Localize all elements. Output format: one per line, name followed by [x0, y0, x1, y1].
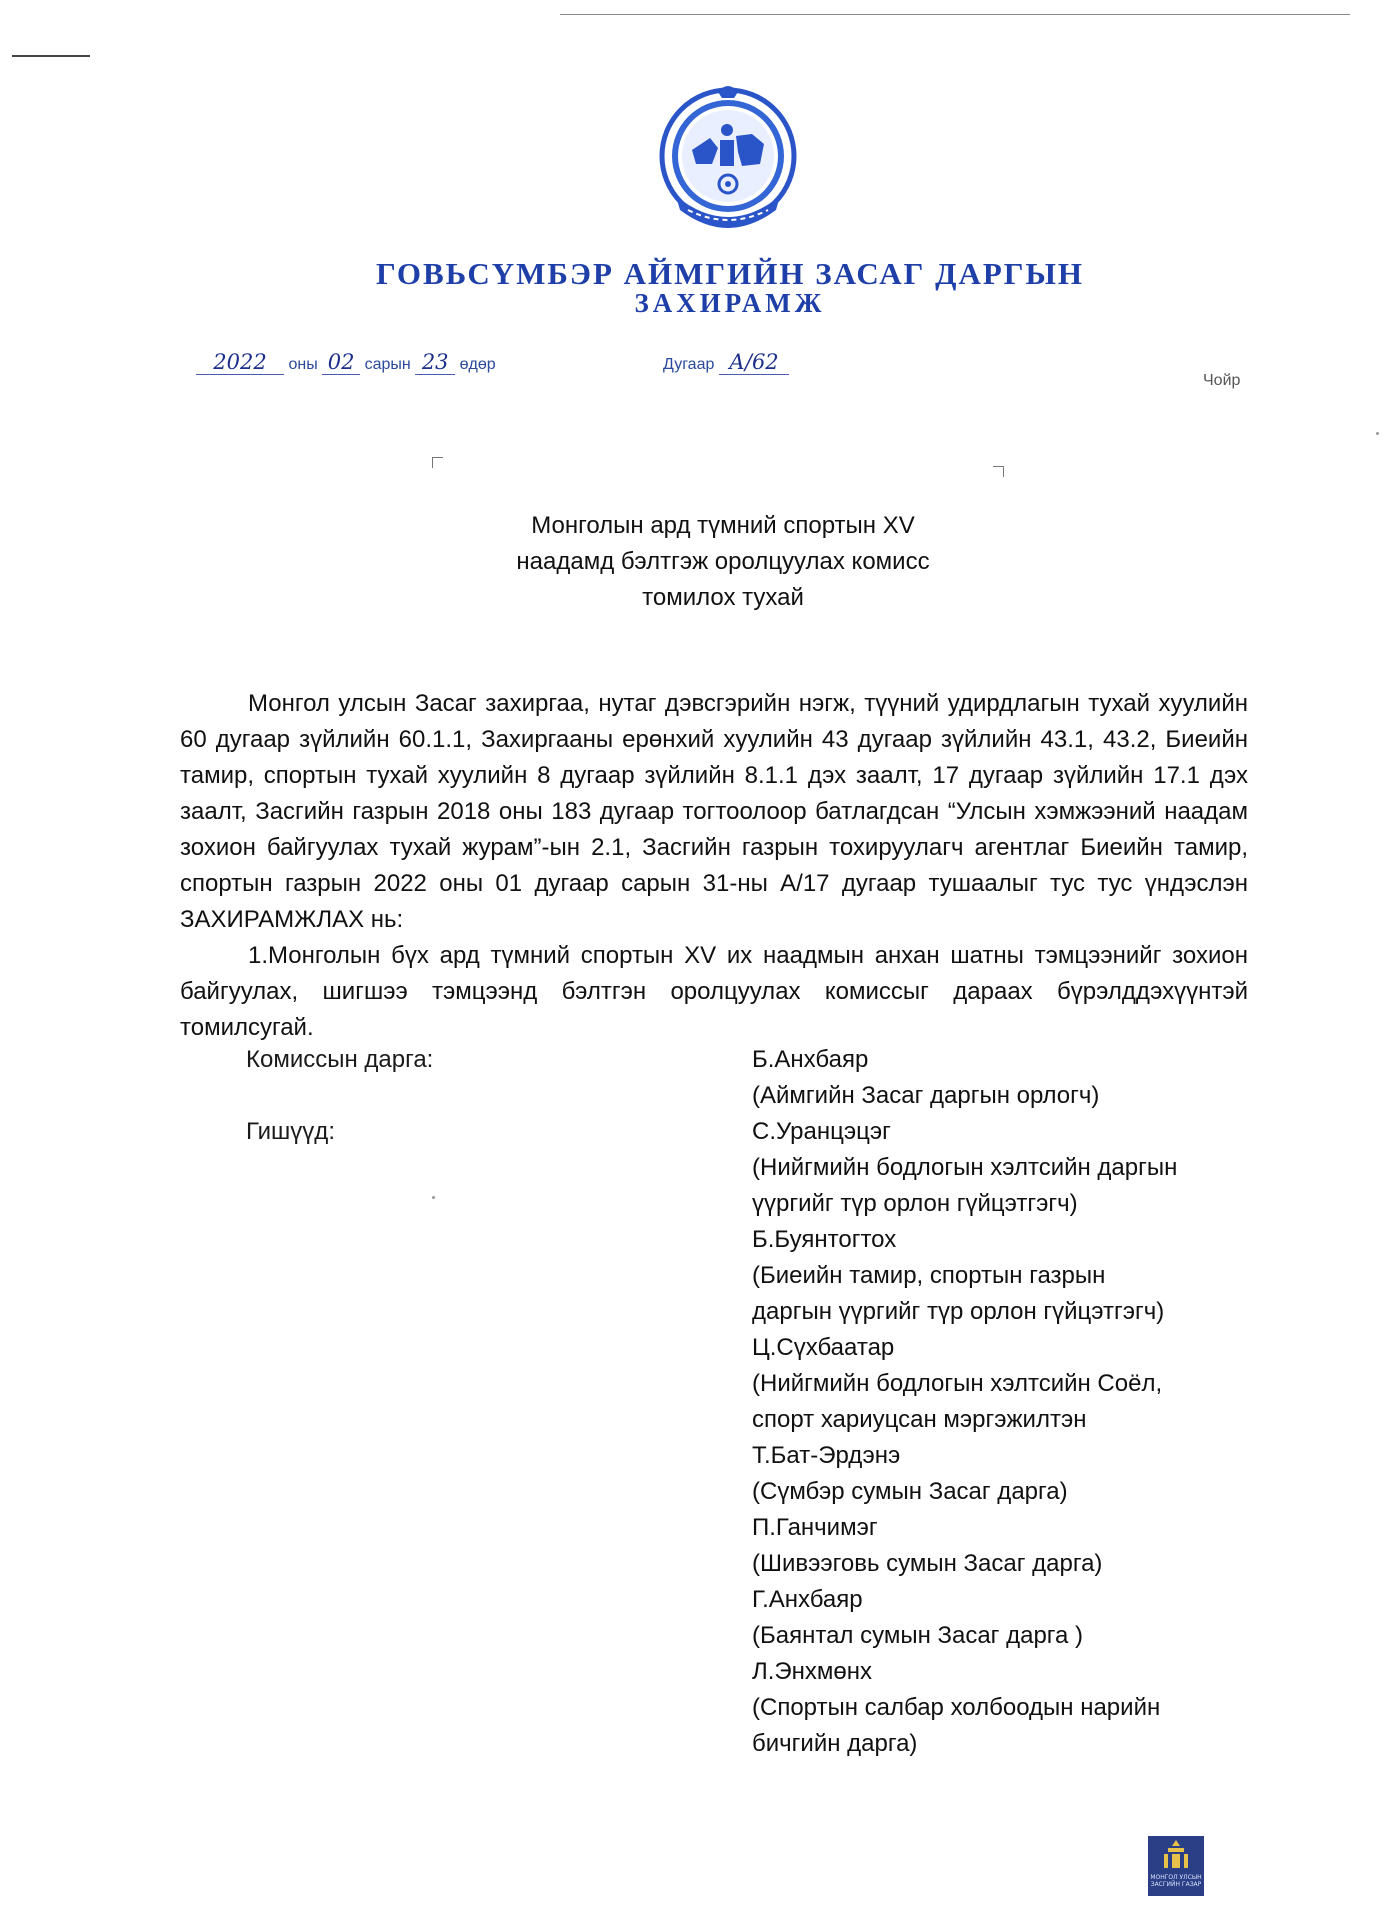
member-line: (Шивээговь сумын Засаг дарга) — [752, 1550, 1103, 1577]
member-line: бичгийн дарга) — [752, 1730, 918, 1757]
member-line: Б.Анхбаяр — [752, 1046, 869, 1073]
number-value: А/62 — [719, 350, 789, 375]
document-number — [663, 350, 789, 375]
member-line: даргын үүргийг түр орлон гүйцэтгэгч) — [752, 1298, 1165, 1325]
top-scan-line — [560, 14, 1350, 15]
document-body — [180, 686, 1248, 1046]
member-line: (Сүмбэр сумын Засаг дарга) — [752, 1478, 1068, 1505]
place-name: Чойр — [1203, 372, 1241, 389]
member-line: Ц.Сүхбаатар — [752, 1334, 895, 1361]
corner-mark — [12, 55, 90, 57]
member-line: С.Уранцэцэг — [752, 1118, 891, 1145]
subject-bracket-left — [432, 457, 443, 468]
scan-speck — [1376, 432, 1379, 435]
members-label: Гишүүд: — [246, 1118, 335, 1145]
state-emblem-icon — [648, 78, 808, 243]
government-logo — [1148, 1836, 1204, 1896]
member-line: Б.Буянтогтох — [752, 1226, 897, 1253]
member-list — [752, 1042, 1252, 1762]
subject-line: Монголын ард түмний спортын XV — [531, 512, 915, 539]
member-line: (Нийгмийн бодлогын хэлтсийн Соёл, — [752, 1370, 1163, 1397]
member-line: спорт хариуцсан мэргэжилтэн — [752, 1406, 1087, 1433]
member-line: (Биеийн тамир, спортын газрын — [752, 1262, 1106, 1289]
subject-line: томилох тухай — [642, 584, 804, 611]
date-year: 2022 — [196, 350, 284, 375]
scan-speck — [432, 1196, 435, 1199]
government-logo-line: МОНГОЛ УЛСЫН — [1150, 1874, 1202, 1881]
date-year-suffix: оны — [288, 356, 318, 373]
member-line: (Спортын салбар холбоодын нарийн — [752, 1694, 1161, 1721]
body-paragraph-order: 1.Монголын бүх ард түмний спортын XV их наадмын анхан шатны тэмцээнийг зохион байгуулах, шигшээ тэмцээнд бэлтгэн оролцуулах комиссыг дараах бүрэлддэхүүнтэй томилсугай. — [180, 942, 1248, 1041]
member-line: П.Ганчимэг — [752, 1514, 878, 1541]
date-day-suffix: өдөр — [459, 356, 496, 373]
member-line: Л.Энхмөнх — [752, 1658, 873, 1685]
member-line: үүргийг түр орлон гүйцэтгэгч) — [752, 1190, 1078, 1217]
org-title: ГОВЬСҮМБЭР АЙМГИЙН ЗАСАГ ДАРГЫН — [375, 256, 1085, 291]
member-line: Т.Бат-Эрдэнэ — [752, 1442, 901, 1469]
member-line: (Баянтал сумын Засаг дарга ) — [752, 1622, 1084, 1649]
member-line: Г.Анхбаяр — [752, 1586, 863, 1613]
date-day: 23 — [415, 350, 455, 375]
government-emblem-icon — [1148, 1836, 1204, 1874]
chair-label: Комиссын дарга: — [246, 1046, 434, 1073]
date-month-suffix: сарын — [364, 356, 411, 373]
date-month: 02 — [322, 350, 360, 375]
date-row — [196, 350, 496, 375]
government-logo-line: ЗАСГИЙН ГАЗАР — [1150, 1881, 1202, 1888]
number-label: Дугаар — [663, 356, 715, 373]
document-type: ЗАХИРАМЖ — [634, 288, 826, 318]
subject-line: наадамд бэлтгэж оролцуулах комисс — [516, 548, 930, 575]
member-line: (Аймгийн Засаг даргын орлогч) — [752, 1082, 1100, 1109]
body-paragraph-basis: Монгол улсын Засаг захиргаа, нутаг дэвсгэрийн нэгж, түүний удирдлагын тухай хуулийн 60 дугаар зүйлийн 60.1.1, Захиргааны ерөнхий хуулийн 43 дугаар зүйлийн 43.1, 43.2, Биеийн тамир, спортын тухай хуулийн 8 дугаар зүйлийн 8.1.1 дэх заалт, 17 дугаар зүйлийн 17.1 дэх заалт, Засгийн газрын 2018 оны 183 дугаар тогтоолоор батлагдсан “Улсын хэмжээний наадам зохион байгуулах тухай журам”-ын 2.1, Засгийн газрын тохируулагч агентлаг Биеийн тамир, спортын газрын 2022 оны 01 дугаар сарын 31-ны А/17 дугаар тушаалыг тус тус үндэслэн ЗАХИРАМЖЛАХ нь: — [180, 690, 1248, 933]
subject-heading — [398, 508, 1048, 616]
member-line: (Нийгмийн бодлогын хэлтсийн даргын — [752, 1154, 1178, 1181]
subject-bracket-right — [993, 466, 1004, 477]
government-logo-text — [1148, 1874, 1204, 1888]
